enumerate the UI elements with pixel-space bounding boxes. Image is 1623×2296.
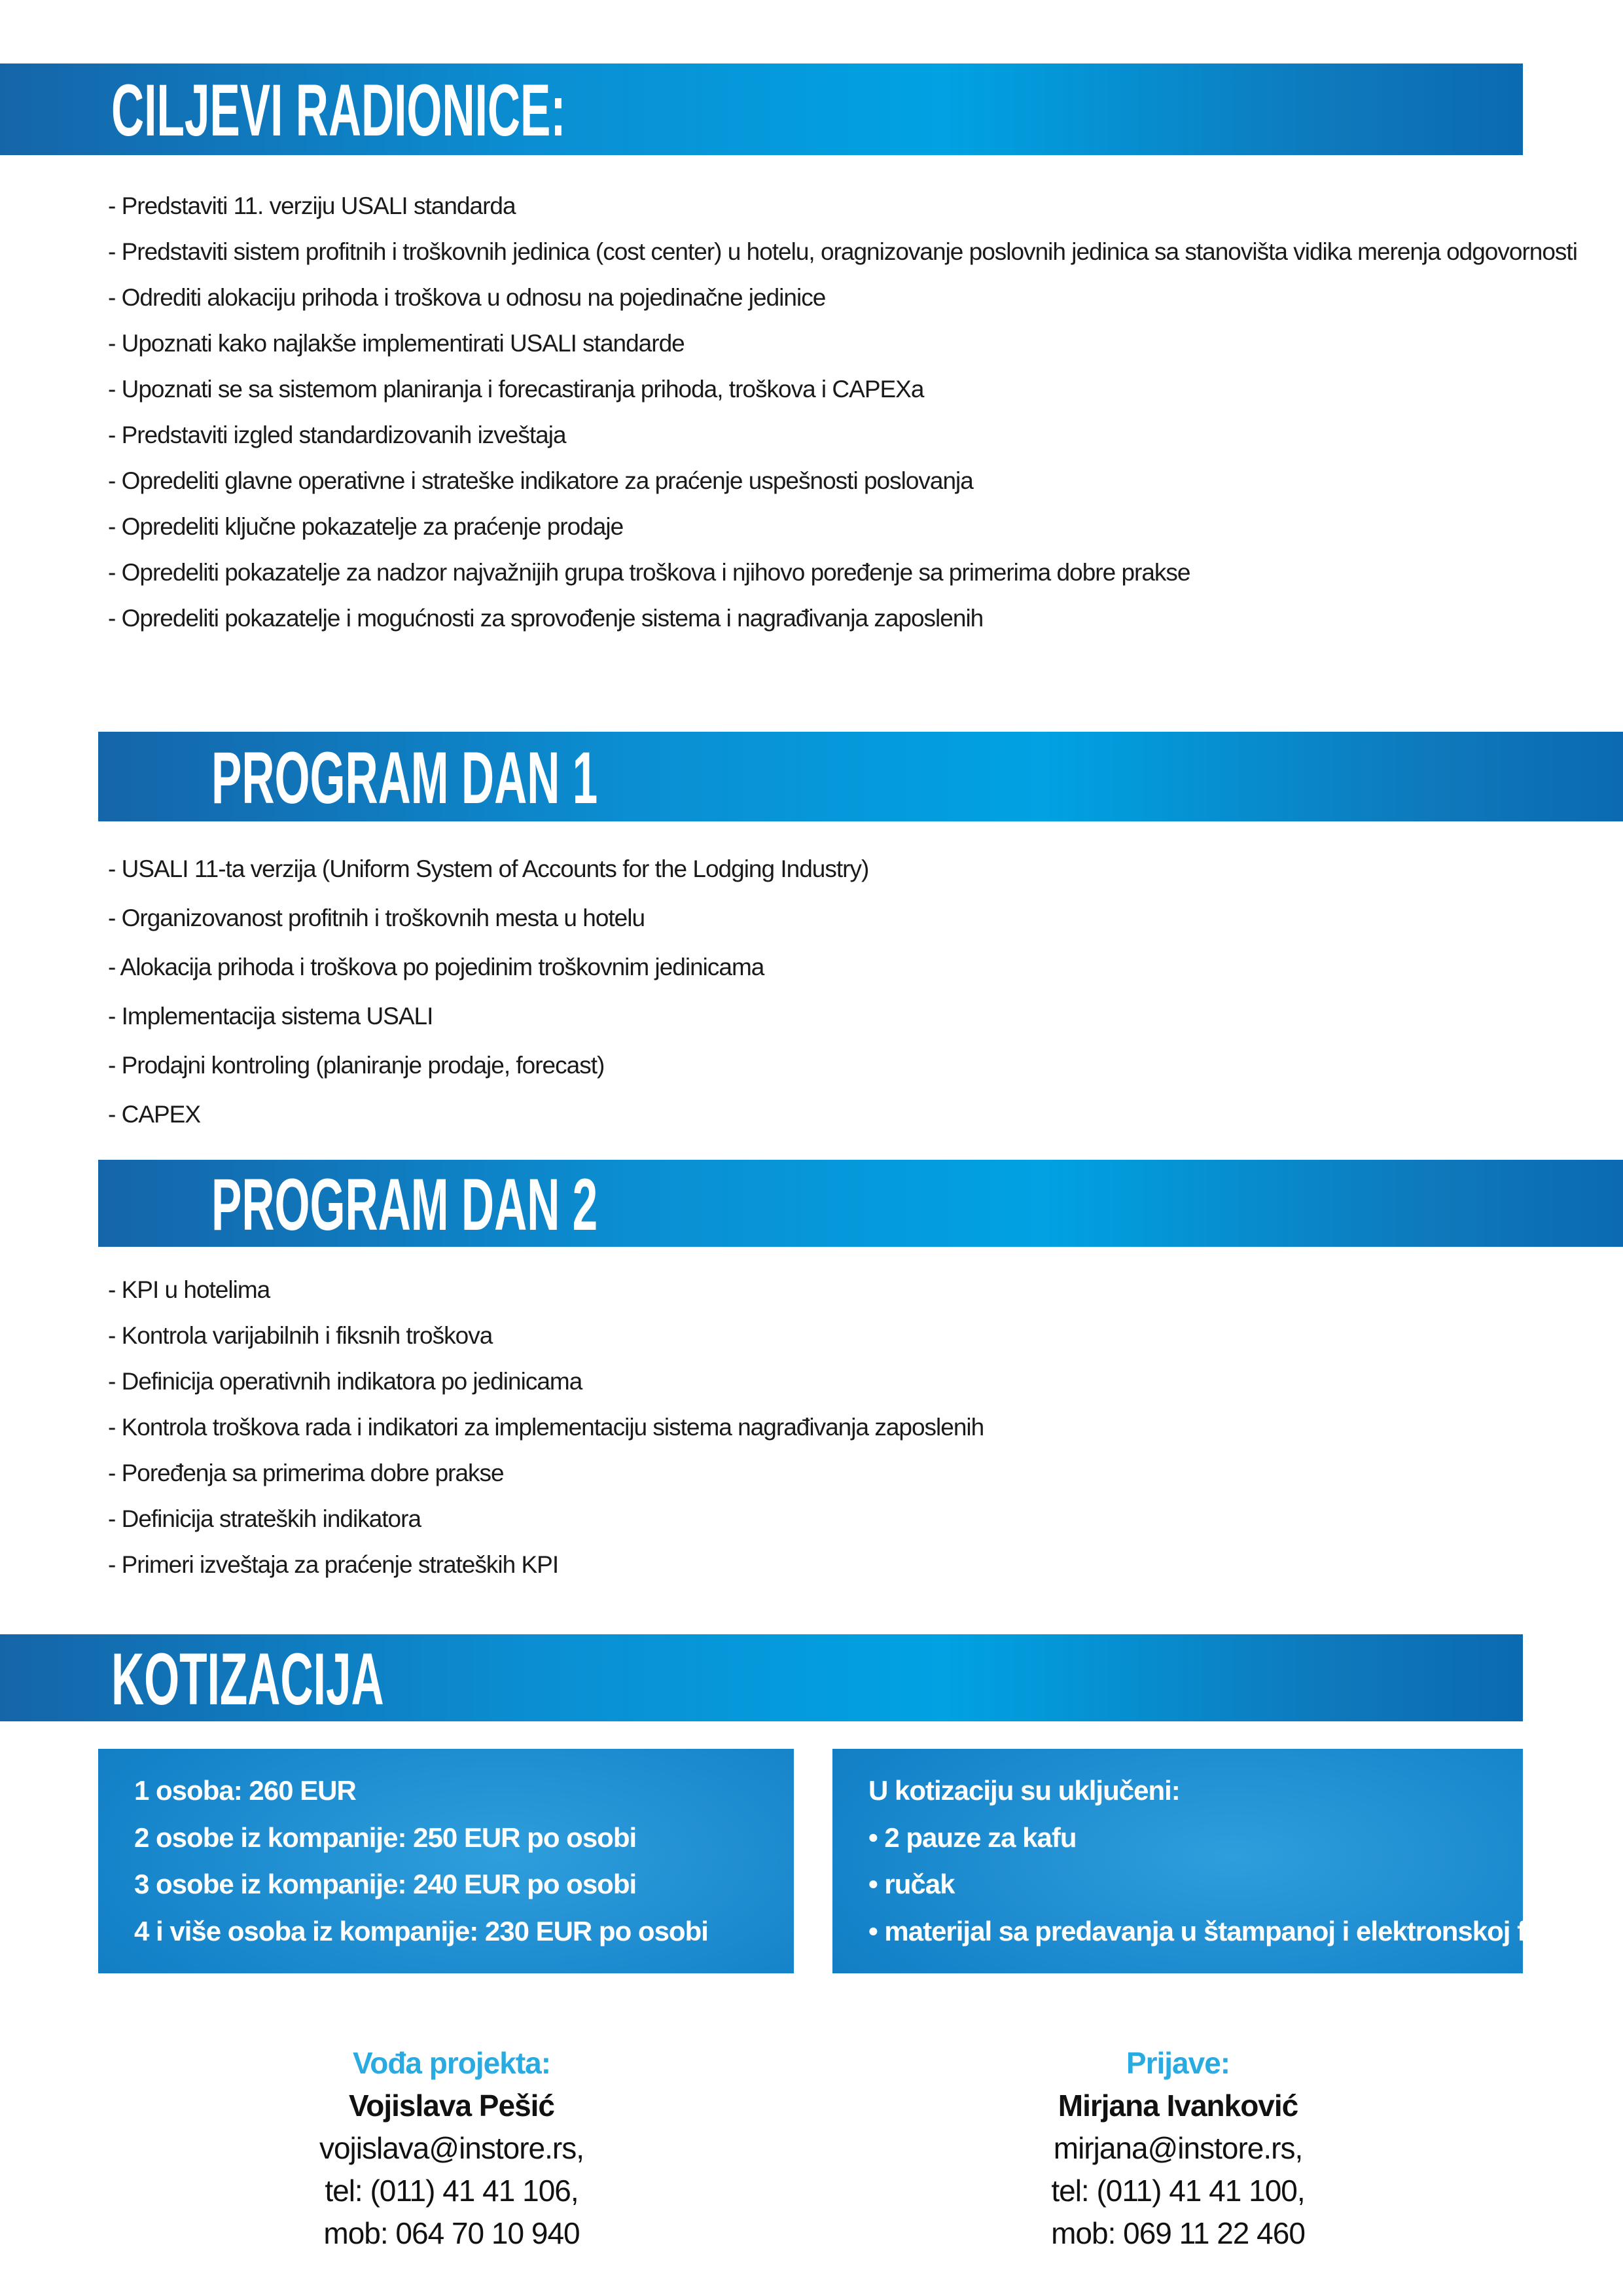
- list-item: - Opredeliti glavne operativne i strateške indikatore za praćenje uspešnosti poslovanja: [108, 467, 973, 494]
- included-title: U kotizaciju su uključeni:: [868, 1774, 1180, 1806]
- contact-role: Prijave:: [1126, 2046, 1230, 2080]
- price-line: 4 i više osoba iz kompanije: 230 EUR po osobi: [134, 1916, 708, 1947]
- list-item: - USALI 11-ta verzija (Uniform System of Accounts for the Lodging Industry): [108, 855, 869, 882]
- list-item: - Odrediti alokaciju prihoda i troškova u odnosu na pojedinačne jedinice: [108, 284, 826, 311]
- included-line: • ručak: [868, 1869, 955, 1900]
- contact-name: Mirjana Ivanković: [1058, 2089, 1298, 2123]
- list-item: - Opredeliti ključne pokazatelje za praćenje prodaje: [108, 513, 624, 540]
- contact-email: mirjana@instore.rs,: [1053, 2131, 1303, 2165]
- section-bar-kotizacija: [0, 1634, 1523, 1721]
- list-item: - Kontrola varijabilnih i fiksnih troškova: [108, 1322, 493, 1349]
- list-item: - Upoznati kako najlakše implementirati USALI standarde: [108, 330, 685, 357]
- list-item: - Kontrola troškova rada i indikatori za implementaciju sistema nagrađivanja zaposlenih: [108, 1414, 984, 1441]
- list-item: - Definicija strateških indikatora: [108, 1505, 421, 1532]
- section-bar-ciljevi: [0, 63, 1523, 155]
- price-line: 3 osobe iz kompanije: 240 EUR po osobi: [134, 1869, 637, 1900]
- price-line: 2 osobe iz kompanije: 250 EUR po osobi: [134, 1821, 637, 1853]
- contact-tel: tel: (011) 41 41 100,: [1051, 2174, 1305, 2208]
- section-bar-program-dan-1: [98, 732, 1623, 821]
- contact-mob: mob: 064 70 10 940: [323, 2216, 580, 2250]
- kotizacija-included-box: [832, 1749, 1583, 1973]
- ciljevi-bullet-list: [108, 191, 1594, 649]
- list-item: - Predstaviti 11. verziju USALI standarda: [108, 192, 516, 219]
- list-item: - Definicija operativnih indikatora po jedinicama: [108, 1368, 582, 1395]
- program-dan-1-bullet-list: [108, 854, 1594, 1149]
- contact-block-registrations: [883, 2042, 1472, 2255]
- list-item: - CAPEX: [108, 1101, 201, 1128]
- contact-email: vojislava@instore.rs,: [319, 2131, 584, 2165]
- list-item: - Organizovanost profitnih i troškovnih mesta u hotelu: [108, 905, 645, 931]
- list-item: - Implementacija sistema USALI: [108, 1003, 433, 1030]
- list-item: - Opredeliti pokazatelje za nadzor najvažnijih grupa troškova i njihovo poređenje sa primerima dobre prakse: [108, 559, 1190, 586]
- contact-name: Vojislava Pešić: [348, 2089, 555, 2123]
- list-item: - Prodajni kontroling (planiranje prodaje, forecast): [108, 1052, 605, 1079]
- list-item: - KPI u hotelima: [108, 1276, 270, 1303]
- contact-block-project-lead: [157, 2042, 746, 2255]
- list-item: - Opredeliti pokazatelje i mogućnosti za sprovođenje sistema i nagrađivanja zaposlenih: [108, 605, 984, 632]
- list-item: - Alokacija prihoda i troškova po pojedinim troškovnim jedinicama: [108, 954, 764, 980]
- contact-mob: mob: 069 11 22 460: [1051, 2216, 1305, 2250]
- contact-tel: tel: (011) 41 41 106,: [325, 2174, 579, 2208]
- kotizacija-prices-box: [98, 1749, 794, 1973]
- section-title-program-dan-2: PROGRAM DAN 2: [211, 1163, 598, 1246]
- section-title-kotizacija: KOTIZACIJA: [111, 1638, 384, 1720]
- list-item: - Predstaviti izgled standardizovanih izveštaja: [108, 422, 566, 448]
- section-title-program-dan-1: PROGRAM DAN 1: [211, 736, 598, 819]
- list-item: - Predstaviti sistem profitnih i troškovnih jedinica (cost center) u hotelu, oragnizovanje poslovnih jedinica sa stanovišta vidika merenja odgovornosti: [108, 238, 1577, 265]
- section-bar-program-dan-2: [98, 1160, 1623, 1247]
- list-item: - Poređenja sa primerima dobre prakse: [108, 1460, 504, 1486]
- price-line: 1 osoba: 260 EUR: [134, 1774, 356, 1806]
- included-line: • 2 pauze za kafu: [868, 1821, 1077, 1853]
- section-title-ciljevi: CILJEVI RADIONICE:: [111, 69, 566, 151]
- program-dan-2-bullet-list: [108, 1275, 1594, 1596]
- list-item: - Primeri izveštaja za praćenje strateških KPI: [108, 1551, 559, 1578]
- list-item: - Upoznati se sa sistemom planiranja i forecastiranja prihoda, troškova i CAPEXa: [108, 376, 924, 403]
- included-line: • materijal sa predavanja u štampanoj i elektronskoj formi: [868, 1916, 1583, 1947]
- contact-role: Vođa projekta:: [352, 2046, 551, 2080]
